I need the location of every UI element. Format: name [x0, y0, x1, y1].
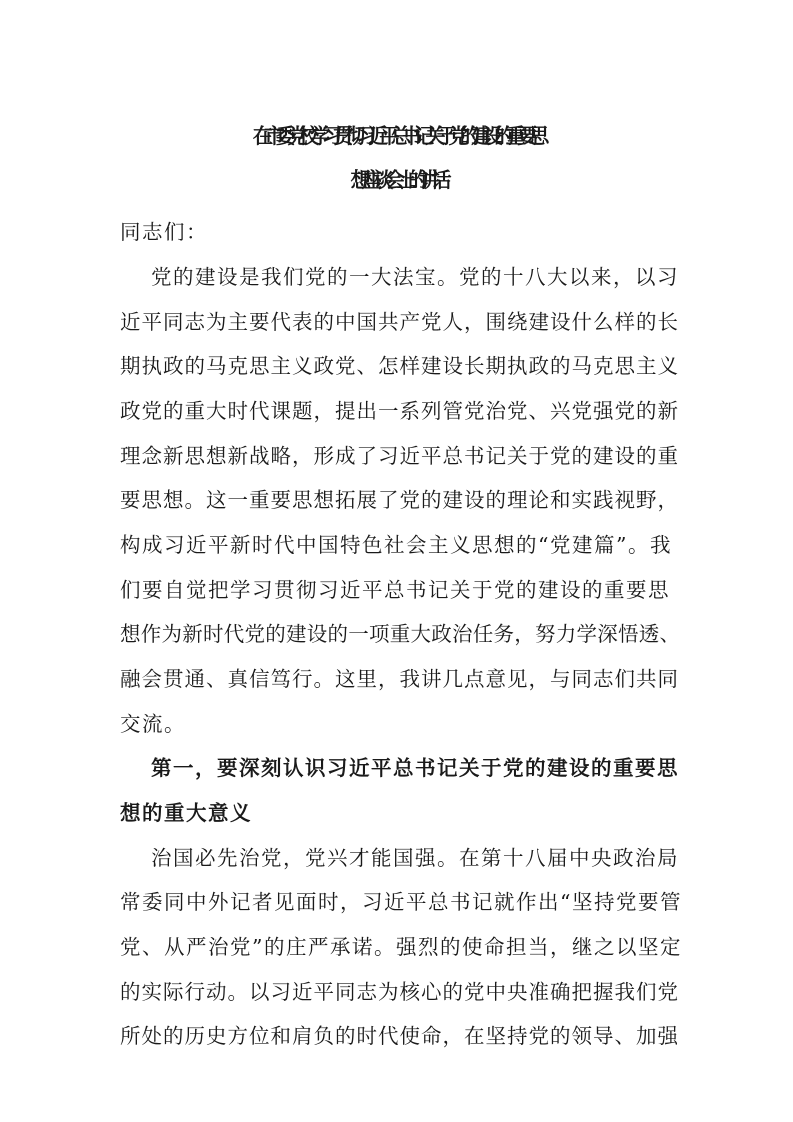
paragraph-2-line: 所处的历史方位和肩负的时代使命，在坚持党的领导、加强 — [120, 1024, 679, 1048]
paragraph-1-line: 交流。 — [120, 712, 186, 736]
paragraph-1-line: 们要自觉把学习贯彻习近平总书记关于党的建设的重要思 — [120, 578, 670, 602]
paragraph-1-line: 政党的重大时代课题，提出一系列管党治党、兴党强党的新 — [120, 399, 679, 423]
paragraph-2-line: 的实际行动。以习近平同志为核心的党中央准确把握我们党 — [120, 980, 679, 1004]
paragraph-1-line: 党的建设是我们党的一大法宝。党的十八大以来，以习 — [151, 265, 679, 289]
paragraph-1-line: 融会贯通、真信笃行。这里，我讲几点意见，与同志们共同 — [120, 667, 679, 691]
title-line-2: 想座谈会上的讲话 — [350, 168, 443, 192]
salutation: 同志们： — [120, 220, 208, 244]
paragraph-1-line: 理念新思想新战略，形成了习近平总书记关于党的建设的重 — [120, 444, 679, 468]
paragraph-1-line: 构成习近平新时代中国特色社会主义思想的“党建篇”。我 — [120, 533, 672, 557]
paragraph-1-line: 要思想。这一重要思想拓展了党的建设的理论和实践视野， — [120, 488, 679, 512]
paragraph-2-line: 党、从严治党”的庄严承诺。强烈的使命担当，继之以坚定 — [120, 935, 682, 959]
paragraph-2-line: 治国必先治党，党兴才能国强。在第十八届中央政治局 — [151, 846, 679, 870]
section-heading-1-line: 想的重大意义 — [120, 801, 252, 825]
paragraph-1-line: 想作为新时代党的建设的一项重大政治任务，努力学深悟透、 — [120, 622, 681, 646]
paragraph-2-line: 常委同中外记者见面时，习近平总书记就作出“坚持党要管 — [120, 890, 682, 914]
title-line-1: 在市委党校学习贯彻习近平总书记关于党的建设的重要思 — [252, 124, 541, 148]
section-heading-1-line: 第一，要深刻认识习近平总书记关于党的建设的重要思 — [151, 756, 679, 780]
paragraph-1-line: 期执政的马克思主义政党、怎样建设长期执政的马克思主义 — [120, 354, 679, 378]
paragraph-1-line: 近平同志为主要代表的中国共产党人，围绕建设什么样的长 — [120, 310, 679, 334]
